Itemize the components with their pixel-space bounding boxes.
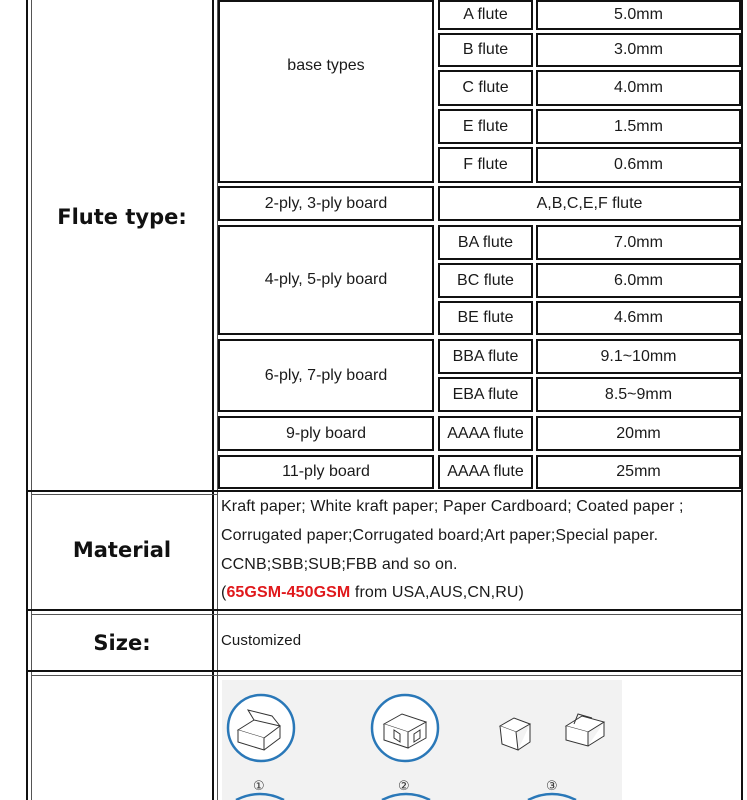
board-name: 6-ply, 7-ply board [264,366,388,384]
material-label: Material [72,538,172,562]
board-name: 4-ply, 5-ply board [264,271,388,288]
flute-name: BA flute [457,233,514,251]
step-label-2: ② [398,779,410,794]
step-label-1: ① [253,779,265,794]
left-border-inner [31,0,32,800]
box-fold-step-3-illustration [496,704,616,764]
board-name: 2-ply, 3-ply board [264,194,388,212]
thickness-value: 3.0mm [614,41,663,58]
material-line-1: Kraft paper; White kraft paper; Paper Cardboard; Coated paper ; [221,498,684,515]
flute-cell-bc [438,263,533,298]
flute-type-label: Flute type: [57,205,187,229]
thickness-cell-b [536,33,741,67]
flute-name: F flute [463,156,508,173]
thickness-value: 25mm [616,463,661,480]
thickness-value: 20mm [616,424,661,442]
size-value: Customized [221,632,302,649]
flute-cell-ply11 [438,455,533,489]
board-cell-ply23 [218,186,434,221]
thickness-cell-bba [536,339,741,374]
step-label-3: ③ [546,779,558,794]
gsm-range-highlight: 65GSM-450GSM [226,584,351,601]
box-fold-step-1-illustration [226,690,296,780]
size-label: Size: [93,631,151,655]
next-row-circles [222,792,622,800]
divider-size-top [26,609,743,611]
thickness-cell-be [536,301,741,335]
thickness-cell-a [536,0,741,30]
board-cell-ply67 [218,339,434,412]
material-line-4 [221,584,524,602]
base-types-cell [218,0,434,183]
flute-cell-ply9 [438,416,533,451]
origin-text: from USA,AUS,CN,RU) [350,584,524,601]
flute-cell-bba [438,339,533,374]
thickness-cell-ply9 [536,416,741,451]
board-name: 9-ply board [285,424,367,442]
material-line-3: CCNB;SBB;SUB;FBB and so on. [221,556,458,573]
divider-material-top-inner [31,494,218,495]
flute-name: AAAA flute [447,424,524,442]
thickness-value: 1.5mm [614,117,663,135]
flute-list: A,B,C,E,F flute [536,194,643,212]
divider-diagram-top-inner [31,675,741,676]
flute-cell-c [438,70,533,106]
label-column-divider [212,0,214,800]
thickness-cell-bc [536,263,741,298]
flute-name: B flute [462,41,509,58]
flute-name: AAAA flute [447,463,524,480]
flute-cell-ba [438,225,533,260]
right-border [741,0,743,800]
left-border [26,0,28,800]
board-cell-ply9 [218,416,434,451]
thickness-value: 0.6mm [614,156,663,173]
flute-cell-f [438,147,533,183]
flute-name: A flute [463,6,508,23]
thickness-value: 5.0mm [614,6,663,23]
material-line-2: Corrugated paper;Corrugated board;Art paper;Special paper. [221,527,659,544]
thickness-cell-eba [536,377,741,412]
thickness-cell-ply11 [536,455,741,489]
base-types-label: base types [287,56,365,74]
flute-name: BBA flute [452,347,519,365]
board-cell-ply11 [218,455,434,489]
thickness-cell-e [536,109,741,144]
flute-name: BC flute [457,271,514,289]
divider-size-top-inner [31,614,741,615]
box-fold-step-2-illustration [370,690,440,780]
thickness-value: 7.0mm [614,233,663,251]
flute-cell-be [438,301,533,335]
flute-cell-b [438,33,533,67]
board-name: 11-ply board [282,463,370,480]
thickness-cell-ba [536,225,741,260]
thickness-value: 8.5~9mm [604,385,673,403]
flute-cell-e [438,109,533,144]
thickness-value: 4.6mm [614,309,663,326]
flute-cell-eba [438,377,533,412]
flute-name: BE flute [457,309,514,326]
divider-material-top [26,490,743,492]
flutes-cell-ply23 [438,186,741,221]
flute-name: EBA flute [452,385,519,403]
board-cell-ply45 [218,225,434,335]
thickness-cell-f [536,147,741,183]
paren-open: ( [221,584,227,601]
divider-diagram-top [26,670,743,672]
flute-name: E flute [462,117,509,135]
thickness-value: 4.0mm [614,79,663,96]
thickness-value: 9.1~10mm [600,347,677,365]
thickness-value: 6.0mm [614,271,663,289]
flute-cell-a [438,0,533,30]
thickness-cell-c [536,70,741,106]
flute-name: C flute [462,79,509,96]
